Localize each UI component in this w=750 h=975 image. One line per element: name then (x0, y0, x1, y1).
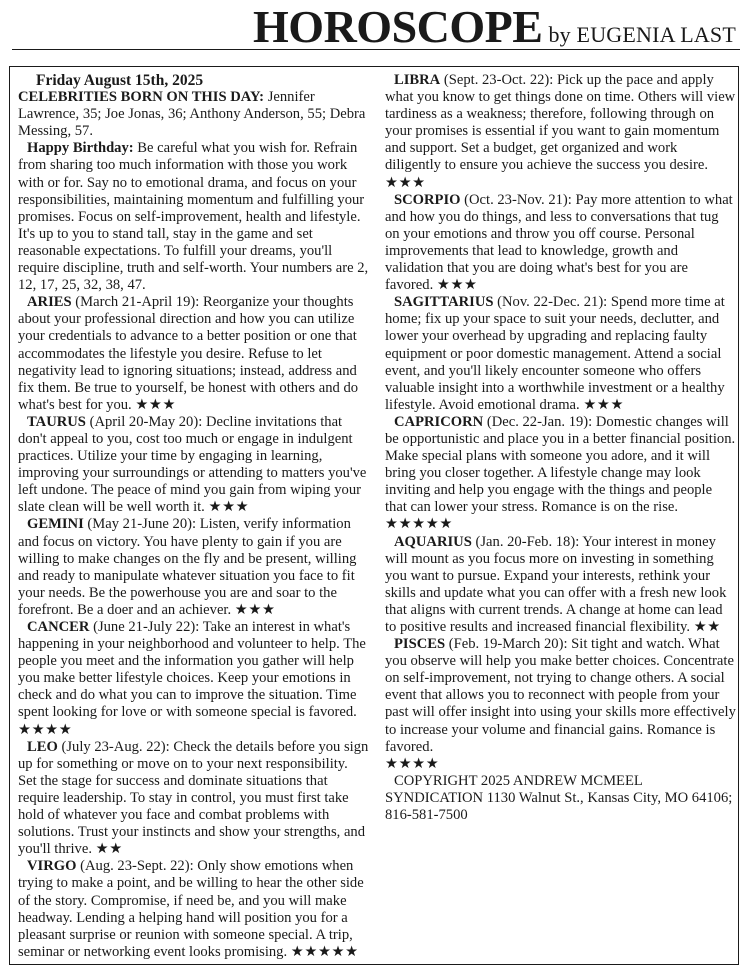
sign-name: TAURUS (27, 413, 86, 430)
sign-text: Pick up the pace and apply what you know to get things done on time. Others will view tardiness as a weakness; therefore, following through on your promises is essential if you want to gain momentum and support. Set a budget, get organized and work diligently to ensure you achieve the success you desire. (385, 72, 736, 174)
birthday-paragraph (18, 140, 369, 294)
sign-text: Sit tight and watch. What you observe will help you make better choices. Concentrate on self-improvement, not trying to change others. A social event that allows you to reconnect with people from your past will offer insight into using your skills more effectively to increase your volume and financial gains. Romance is favored. (385, 636, 736, 755)
right-column (385, 72, 736, 824)
sign-name: CANCER (27, 619, 90, 635)
dateline: Friday August 15th, 2025 (36, 72, 204, 89)
header-rule (12, 49, 740, 50)
sign-gemini (18, 516, 369, 619)
sign-text: Spend more time at home; fix up your space to suit your needs, declutter, and lower your overhead by upgrading and replacing faulty equipment or poor domestic management. Attend a social event, and you'll likely encounter someone who offers valuable insight into a worthwhile investment or a healthy lifestyle. Avoid emotional drama. (385, 294, 725, 413)
horoscope-box (9, 66, 739, 965)
star-rating: ★★★ (436, 277, 478, 294)
sign-text: Listen, verify information and focus on victory. You have plenty to gain if you are willing to make changes on the fly and be present, willing and ready to manipulate whatever situation you face to fit your needs. Be the powerhouse you are and soar to the forefront. Be a doer and an achiever. (18, 516, 357, 618)
sign-text: Reorganize your thoughts about your professional direction and how you can utilize your credentials to advance to a better position or one that accommodates the lifestyle you desire. Refuse to let negativity lead to ignoring situations; instead, address and fix them. Be true to yourself, be honest with others and do what's best for you. (18, 294, 359, 413)
sign-text: Decline invitations that don't appeal to you, cost too much or engage in indulgent practices. Utilize your time by engaging in learning, improving your surroundings or attending to matters you've left undone. The peace of mind you gain from wiping your slate clean will be well worth it. (18, 413, 367, 516)
sign-name: LIBRA (394, 72, 441, 88)
title-wrap (253, 1, 736, 52)
sign-dates: (Feb. 19-March 20): (448, 636, 568, 653)
star-rating: ★★★★ (385, 755, 440, 772)
sign-name: PISCES (394, 636, 446, 653)
star-rating: ★★★★★ (385, 516, 453, 533)
sign-dates: (Dec. 22-Jan. 19): (486, 413, 593, 430)
sign-name: AQUARIUS (394, 533, 472, 550)
star-rating: ★★★★ (18, 721, 73, 738)
sign-text: Only show emotions when trying to make a point, and be willing to hear the other side of the story. Compromise, if need be, and you will make headway. Lending a helping hand will position you for a pleasant surprise or reunion with someone special. A trip, seminar or networking event looks promising. (18, 858, 364, 960)
sign-capricorn (385, 414, 736, 534)
sign-aquarius (385, 534, 736, 637)
sign-dates: (April 20-May 20): (89, 413, 203, 430)
sign-text: Your interest in money will mount as you focus more on investing in something you want to pursue. Expand your interests, rethink your skills and update what you can offer with a fresh new look that aligns with current trends. A change at home can lead to positive results and increased financial flexibility. (385, 533, 727, 635)
celebrities-text: Jennifer Lawrence, 35; Joe Jonas, 36; Anthony Anderson, 55; Debra Messing, 57. (18, 89, 366, 140)
star-rating: ★★ (95, 841, 123, 858)
birthday-label: Happy Birthday: (27, 140, 134, 157)
star-rating: ★★★ (234, 601, 276, 618)
celebrities-label: CELEBRITIES BORN ON THIS DAY: (18, 89, 265, 106)
sign-aries (18, 294, 369, 414)
star-rating: ★★★★★ (290, 943, 359, 960)
sign-dates: (Jan. 20-Feb. 18): (475, 533, 580, 550)
sign-text: Check the details before you sign up for something or move on to your next responsibility. Set the stage for success and dominate situations that require leadership. To stay in control, you must first take hold of whatever you face and combat problems with solutions. Trust your instincts and show your strengths, and you'll thrive. (18, 738, 369, 858)
sign-text: Take an interest in what's happening in your neighborhood and volunteer to help. The people you meet and the information you gather will help you make better lifestyle choices. Keep your emotions in check and do what you can to improve the situation. Time spent looking for love or with someone special is favored. (18, 619, 366, 721)
sign-name: VIRGO (27, 858, 77, 875)
sign-dates: (Aug. 23-Sept. 22): (80, 858, 194, 875)
sign-dates: (March 21-April 19): (75, 294, 200, 311)
sign-name: ARIES (27, 294, 72, 311)
star-rating: ★★★ (208, 499, 250, 516)
celebrities-paragraph (18, 89, 369, 140)
copyright: COPYRIGHT 2025 ANDREW MCMEEL SYNDICATION 1130 Walnut St., Kansas City, MO 64106; 816-581-7500 (385, 772, 733, 824)
sign-dates: (July 23-Aug. 22): (61, 738, 170, 755)
byline: by EUGENIA LAST (548, 22, 736, 47)
sign-dates: (June 21-July 22): (93, 619, 200, 635)
sign-pisces (385, 636, 736, 756)
sign-sagittarius (385, 294, 736, 414)
sign-dates: (May 21-June 20): (87, 516, 197, 533)
sign-name: GEMINI (27, 516, 84, 533)
star-rating: ★★★ (583, 396, 625, 413)
pisces-stars (385, 756, 736, 773)
sign-dates: (Nov. 22-Dec. 21): (497, 294, 608, 311)
sign-dates: (Oct. 23-Nov. 21): (464, 191, 572, 208)
sign-name: CAPRICORN (394, 413, 484, 430)
sign-leo (18, 739, 369, 859)
sign-libra (385, 72, 736, 192)
sign-text: Domestic changes will be opportunistic and place you in a better financial position. Make special plans with someone you adore, and it will bring you closer together. A lifestyle change may look inviting and help you engage with the things and people that can lower your stress. Romance is on the rise. (385, 413, 736, 516)
sign-text: Pay more attention to what and how you do things, and less to conversations that tug on your emotions and throw you off course. Personal improvements that lead to knowledge, growth and validation that you are doing what's best for you are favored. (385, 191, 733, 294)
sign-name: LEO (27, 738, 58, 755)
sign-dates: (Sept. 23-Oct. 22): (443, 72, 554, 88)
sign-name: SAGITTARIUS (394, 294, 494, 311)
birthday-text: Be careful what you wish for. Refrain from sharing too much information with those you work with or for. Say no to emotional drama, and focus on your responsibilities, maintaining momentum and fulfilling your promises. Focus on self-improvement, health and lifestyle. It's up to you to stand tall, stay in the game and set reasonable expectations. To fulfill your dreams, you'll require discipline, truth and self-worth. Your numbers are 2, 12, 17, 25, 32, 38, 47. (18, 140, 369, 294)
page-title: HOROSCOPE (253, 1, 543, 52)
sign-taurus (18, 414, 369, 517)
star-rating: ★★★ (385, 174, 426, 191)
sign-virgo-start (18, 858, 369, 961)
sign-cancer (18, 619, 369, 739)
left-column (18, 72, 369, 961)
sign-scorpio (385, 192, 736, 295)
sign-name: SCORPIO (394, 191, 461, 208)
masthead (0, 0, 750, 56)
star-rating: ★★★ (135, 396, 177, 413)
star-rating: ★★ (693, 619, 721, 635)
